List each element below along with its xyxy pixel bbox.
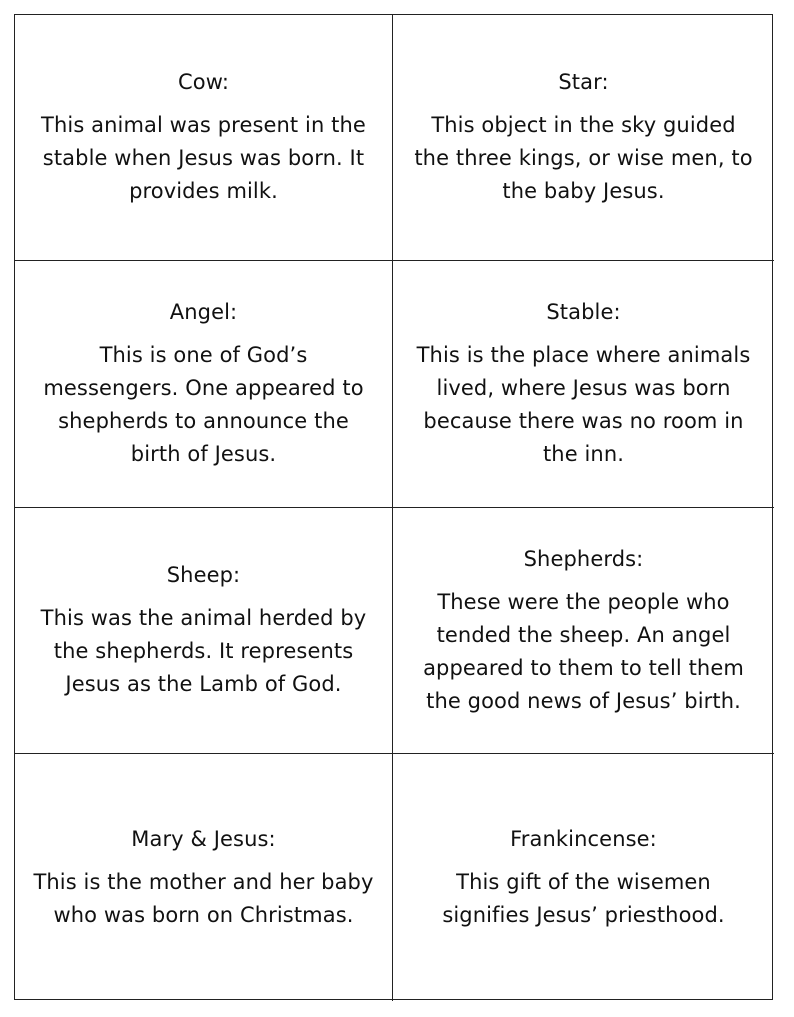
card-description (33, 866, 373, 932)
card-description (417, 339, 751, 471)
card-shepherds (393, 508, 774, 754)
card-text-line: the shepherds. It represents (53, 639, 354, 663)
card-text-line: messengers. One appeared to (43, 376, 364, 400)
card-description (414, 109, 752, 208)
card-description (423, 586, 744, 718)
card-sheep (15, 508, 393, 754)
card-text-line: appeared to them to tell them (423, 655, 744, 680)
card-text-line: This is the place where animals (416, 343, 751, 367)
card-mary-jesus (15, 754, 393, 1001)
card-sheet (14, 14, 773, 1000)
card-text-line: These were the people who (437, 589, 730, 614)
card-description (41, 109, 366, 208)
card-text-line: provides milk. (129, 179, 278, 203)
card-description (41, 602, 367, 701)
card-text-line: stable when Jesus was born. It (42, 146, 365, 170)
card-text-line: the good news of Jesus’ birth. (426, 688, 741, 713)
card-text-line: the inn. (542, 442, 625, 466)
card-text-line: This is one of God’s (99, 343, 308, 367)
card-text-line: shepherds to announce the (58, 409, 349, 433)
card-angel (15, 261, 393, 508)
card-title: Frankincense: (510, 826, 657, 851)
card-title: Angel: (169, 300, 238, 324)
card-text-line: birth of Jesus. (130, 442, 277, 466)
card-text-line: signifies Jesus’ priesthood. (442, 902, 725, 927)
card-text-line: This animal was present in the (41, 113, 366, 137)
card-star (393, 15, 774, 261)
card-text-line: the baby Jesus. (502, 179, 665, 203)
card-text-line: This gift of the wisemen (456, 869, 711, 894)
card-text-line: This is the mother and her baby (33, 869, 374, 894)
card-title: Cow: (177, 70, 229, 94)
card-description (43, 339, 363, 471)
card-text-line: This was the animal herded by (40, 606, 367, 630)
card-title: Sheep: (166, 563, 241, 587)
card-text-line: who was born on Christmas. (53, 902, 354, 927)
card-frankincense (393, 754, 774, 1001)
card-text-line: This object in the sky guided (431, 113, 736, 137)
card-cow (15, 15, 393, 261)
card-text-line: the three kings, or wise men, to (414, 146, 753, 170)
card-title: Star: (558, 70, 609, 94)
card-text-line: Jesus as the Lamb of God. (65, 672, 342, 696)
card-description (442, 866, 724, 932)
card-text-line: because there was no room in (423, 409, 744, 433)
card-title: Shepherds: (523, 546, 644, 571)
card-text-line: lived, where Jesus was born (436, 376, 731, 400)
card-text-line: tended the sheep. An angel (436, 622, 731, 647)
card-title: Mary & Jesus: (131, 826, 276, 851)
card-title: Stable: (546, 300, 621, 324)
card-stable (393, 261, 774, 508)
